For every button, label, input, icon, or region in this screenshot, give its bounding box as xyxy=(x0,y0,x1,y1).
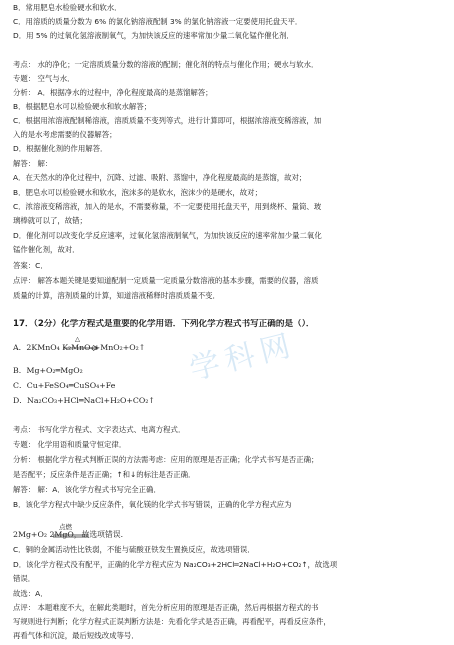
text-line: 专题： 化学用语和质量守恒定律． xyxy=(13,440,127,449)
text-line: C．铜的金属活动性比铁弱，不能与硫酸亚铁发生置换反应，故选项错误． xyxy=(13,545,255,554)
text-line: 解答： 解：A．该化学方程式书写完全正确． xyxy=(13,485,161,494)
text-line: 考点： 书写化学方程式、文字表达式、电离方程式． xyxy=(13,425,186,434)
text-line: 点评： 解答本题关键是要知道配制一定质量一定质量分数溶液的基本步骤，需要的仪器，溶质 xyxy=(13,276,319,285)
text-line: 再看气体和沉淀，最后短线改成等号． xyxy=(13,631,139,640)
text-line: 错误． xyxy=(13,574,36,583)
option-b: B．Mg+O₂═MgO₂ xyxy=(13,366,83,375)
reaction-arrow-heat xyxy=(61,335,101,352)
option-a: A．2KMnO₄ K₂MnO₄+MnO₂+O₂↑ xyxy=(13,343,146,352)
text-line: 锰作催化剂，故对． xyxy=(13,245,80,254)
text-line: C．浓溶液变稀溶液，加入的是水，不需要称量，不一定要使用托盘天平，用到烧杯、量筒、玻 xyxy=(13,202,322,211)
ignite-condition: 点燃 xyxy=(59,523,72,531)
text-line: 解答： 解： xyxy=(13,159,53,168)
text-line: C．用溶质的质量分数为 6% 的氯化钠溶液配制 3% 的氯化钠溶液一定要使用托盘天平． xyxy=(13,17,303,26)
text-line: 考点： 水的净化；一定溶质质量分数的溶液的配制；催化剂的特点与催化作用；硬水与软水． xyxy=(13,60,319,69)
text-line: 故选：A． xyxy=(13,589,48,598)
text-line: D．用 5% 的过氧化氢溶液制氧气，为加快该反应的速率常加少量二氧化锰作催化剂． xyxy=(13,31,294,40)
text-line: 写规则进行判断；化学方程式正误判断方法是：先看化学式是否正确，再看配平，再看反应条件， xyxy=(13,617,331,626)
option-d: D．Na₂CO₃+HCl═NaCl+H₂O+CO₂↑ xyxy=(13,396,155,405)
text-line: C．根据用浓溶液配制稀溶液，溶质质量不变列等式，进行计算即可，根据浓溶液变稀溶液，加 xyxy=(13,116,322,125)
text-line: 专题： 空气与水． xyxy=(13,74,75,83)
text-line: 质量的计算，溶剂质量的计算，知道溶液稀释时溶质质量不变． xyxy=(13,291,220,300)
question-17-stem: 17．（2分）化学方程式是重要的化学用语．下列化学方程式书写正确的是（）． xyxy=(13,319,315,329)
text-line: B．该化学方程式中缺少反应条件，氧化镁的化学式书写错误，正确的化学方程式应为 xyxy=(13,500,292,509)
text-line: A．在天然水的净化过程中，沉降、过滤、吸附、蒸馏中，净化程度最高的是蒸馏，故对； xyxy=(13,173,307,182)
text-line: 分析： A．根据净水的过程中，净化程度最高的是蒸馏解答； xyxy=(13,88,213,97)
text-line: D．该化学方程式没有配平，正确的化学方程式应为 Na₂CO₃+2HCl═2NaCl+H₂O+CO₂↑，故选项 xyxy=(13,560,338,569)
text-line: 璃棒就可以了，故错； xyxy=(13,216,87,225)
text-line: 答案：C． xyxy=(13,261,48,270)
text-line: B．根据肥皂水可以检验硬水和软水解答； xyxy=(13,102,152,111)
option-c: C．Cu+FeSO₄═CuSO₄+Fe xyxy=(13,381,116,390)
text-line: 点评： 本题难度不大，在解此类题时，首先分析应用的原理是否正确，然后再根据方程式的书 xyxy=(13,603,319,612)
text-line: B．肥皂水可以检验硬水和软水，泡沫多的是软水，泡沫少的是硬水，故对； xyxy=(13,188,262,197)
text-line: B．常用肥皂水检验硬水和软水． xyxy=(13,3,122,12)
watermark: 学科网 xyxy=(186,327,300,388)
heat-condition: △ xyxy=(75,335,80,343)
equation-line: 2Mg+O₂ 2MgO，故选项错误． xyxy=(13,530,129,539)
text-line: 入的是水考虑需要的仪器解答； xyxy=(13,130,117,139)
text-line: 是否配平；反应条件是否正确；↑和↓的标注是否正确． xyxy=(13,470,196,479)
text-line: 分析： 根据化学方程式判断正误的方法需考虑：应用的原理是否正确；化学式书写是否正确； xyxy=(13,455,319,464)
reaction-arrow-ignite xyxy=(51,523,91,540)
text-line: D．催化剂可以改变化学反应速率，过氧化氢溶液制氧气，为加快该反应的速率常加少量二氧化 xyxy=(13,231,322,240)
text-line: D．根据催化剂的作用解答． xyxy=(13,144,108,153)
